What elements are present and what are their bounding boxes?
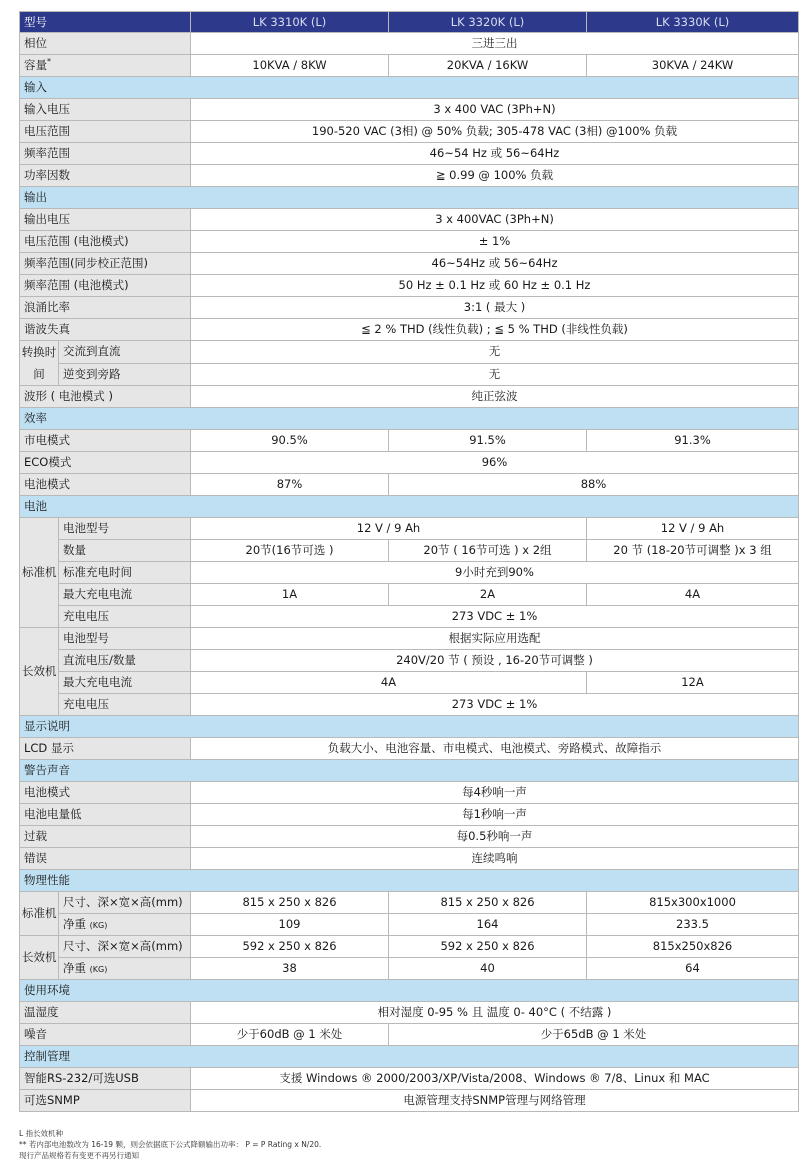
section-control [20, 1046, 799, 1068]
row-value: 815 x 250 x 826 [191, 892, 389, 914]
row-value: 87% [191, 474, 389, 496]
phase-label: 相位 [20, 33, 191, 55]
waveform-row [20, 386, 799, 408]
battery-long-group: 长效机 [20, 628, 59, 716]
row-label: 可选SNMP [20, 1090, 191, 1112]
row-label: 市电模式 [20, 430, 191, 452]
section-title: 输出 [20, 187, 799, 209]
row-value: ≧ 0.99 @ 100% 负载 [191, 165, 799, 187]
capacity-3: 30KVA / 24KW [587, 55, 799, 77]
section-alarm [20, 760, 799, 782]
row-label: 功率因数 [20, 165, 191, 187]
battery-row [20, 628, 799, 650]
row-value: 91.3% [587, 430, 799, 452]
row-label-cell [59, 958, 191, 980]
physical-long-group: 长效机 [20, 936, 59, 980]
battery-row [20, 584, 799, 606]
section-battery [20, 496, 799, 518]
output-row [20, 275, 799, 297]
environment-row [20, 1002, 799, 1024]
row-value: 592 x 250 x 826 [389, 936, 587, 958]
section-title: 物理性能 [20, 870, 799, 892]
row-value: 96% [191, 452, 799, 474]
battery-row [20, 650, 799, 672]
row-label: 逆变到旁路 [59, 363, 191, 386]
row-label: 输出电压 [20, 209, 191, 231]
alarm-row [20, 804, 799, 826]
output-row [20, 209, 799, 231]
row-label: 电池电量低 [20, 804, 191, 826]
alarm-row [20, 848, 799, 870]
row-value: 40 [389, 958, 587, 980]
section-title: 效率 [20, 408, 799, 430]
row-label: 浪涌比率 [20, 297, 191, 319]
model-label: 型号 [20, 12, 191, 33]
row-value: ≦ 2 % THD (线性负载) ; ≦ 5 % THD (非线性负载) [191, 319, 799, 341]
row-label: 净重 [63, 916, 86, 931]
alarm-row [20, 826, 799, 848]
row-value: 9小时充到90% [191, 562, 799, 584]
row-label: 过载 [20, 826, 191, 848]
row-value: 109 [191, 914, 389, 936]
row-label: 频率范围(同步校正范围) [20, 253, 191, 275]
battery-row [20, 672, 799, 694]
output-row [20, 231, 799, 253]
unit-label: (KG) [89, 920, 108, 930]
row-value: 38 [191, 958, 389, 980]
physical-row [20, 892, 799, 914]
row-label: 温湿度 [20, 1002, 191, 1024]
environment-row [20, 1024, 799, 1046]
section-title: 使用环境 [20, 980, 799, 1002]
row-label: 电池型号 [59, 628, 191, 650]
section-title: 电池 [20, 496, 799, 518]
section-display [20, 716, 799, 738]
row-label: ECO模式 [20, 452, 191, 474]
battery-row [20, 540, 799, 562]
row-label: 充电电压 [59, 606, 191, 628]
row-label: 智能RS-232/可选USB [20, 1068, 191, 1090]
capacity-row [20, 55, 799, 77]
footnote: 现行产品规格若有变更不再另行通知 [19, 1151, 139, 1160]
row-label: 最大充电电流 [59, 672, 191, 694]
row-value: 20 节 (18-20节可调整 )x 3 组 [587, 540, 799, 562]
input-row [20, 121, 799, 143]
physical-standard-group: 标准机 [20, 892, 59, 936]
row-value: 12A [587, 672, 799, 694]
row-label: 电压范围 [20, 121, 191, 143]
section-output [20, 187, 799, 209]
row-value: 46~54Hz 或 56~64Hz [191, 253, 799, 275]
control-row [20, 1090, 799, 1112]
alarm-row [20, 782, 799, 804]
row-value: 164 [389, 914, 587, 936]
capacity-mark: * [47, 57, 51, 67]
capacity-2: 20KVA / 16KW [389, 55, 587, 77]
battery-row [20, 562, 799, 584]
battery-row [20, 518, 799, 540]
row-label: 最大充电电流 [59, 584, 191, 606]
row-value: 46~54 Hz 或 56~64Hz [191, 143, 799, 165]
row-value: 240V/20 节 ( 预设 , 16-20节可调整 ) [191, 650, 799, 672]
row-value: 91.5% [389, 430, 587, 452]
model-1: LK 3310K (L) [191, 12, 389, 33]
row-value: 20节(16节可选 ) [191, 540, 389, 562]
row-value: 64 [587, 958, 799, 980]
transfer-group-label: 转换时间 [20, 341, 59, 386]
row-value: 根据实际应用选配 [191, 628, 799, 650]
model-2: LK 3320K (L) [389, 12, 587, 33]
header-row [20, 12, 799, 33]
row-value: 592 x 250 x 826 [191, 936, 389, 958]
row-label: 波形 ( 电池模式 ) [20, 386, 191, 408]
row-value: 纯正弦波 [191, 386, 799, 408]
row-value: 相对湿度 0-95 % 且 温度 0- 40°C ( 不结露 ) [191, 1002, 799, 1024]
row-label: 数量 [59, 540, 191, 562]
row-value: ± 1% [191, 231, 799, 253]
output-row [20, 297, 799, 319]
row-label: 充电电压 [59, 694, 191, 716]
spec-table [19, 11, 799, 1112]
row-value: 连续鸣响 [191, 848, 799, 870]
row-label: 尺寸、深×宽×高(mm) [59, 892, 191, 914]
row-value: 4A [587, 584, 799, 606]
row-label: 尺寸、深×宽×高(mm) [59, 936, 191, 958]
capacity-label-cell [20, 55, 191, 77]
row-value: 4A [191, 672, 587, 694]
row-label: LCD 显示 [20, 738, 191, 760]
phase-value: 三进三出 [191, 33, 799, 55]
physical-row [20, 936, 799, 958]
row-value: 815 x 250 x 826 [389, 892, 587, 914]
row-label: 净重 [63, 960, 86, 975]
row-value: 3:1 ( 最大 ) [191, 297, 799, 319]
row-value: 3 x 400VAC (3Ph+N) [191, 209, 799, 231]
row-label: 直流电压/数量 [59, 650, 191, 672]
row-value: 273 VDC ± 1% [191, 694, 799, 716]
row-label: 电池型号 [59, 518, 191, 540]
input-row [20, 143, 799, 165]
input-row [20, 99, 799, 121]
section-title: 控制管理 [20, 1046, 799, 1068]
transfer-row [20, 363, 799, 386]
output-row [20, 319, 799, 341]
row-value: 支援 Windows ® 2000/2003/XP/Vista/2008、Windows ® 7/8、Linux 和 MAC [191, 1068, 799, 1090]
row-value: 无 [191, 341, 799, 364]
phase-row [20, 33, 799, 55]
row-value: 815x250x826 [587, 936, 799, 958]
row-value: 少于60dB @ 1 米处 [191, 1024, 389, 1046]
row-label: 电池模式 [20, 782, 191, 804]
footnote: ** 若内部电池数改为 16-19 颗，则会依据底下公式降额输出功率： P = P Rating x N/20. [19, 1140, 322, 1149]
input-row [20, 165, 799, 187]
display-row [20, 738, 799, 760]
row-value: 2A [389, 584, 587, 606]
row-value: 50 Hz ± 0.1 Hz 或 60 Hz ± 0.1 Hz [191, 275, 799, 297]
capacity-1: 10KVA / 8KW [191, 55, 389, 77]
row-label: 标准充电时间 [59, 562, 191, 584]
row-label: 频率范围 [20, 143, 191, 165]
row-value: 12 V / 9 Ah [587, 518, 799, 540]
row-label: 输入电压 [20, 99, 191, 121]
efficiency-row [20, 452, 799, 474]
row-label: 频率范围 (电池模式) [20, 275, 191, 297]
section-physical [20, 870, 799, 892]
row-value: 3 x 400 VAC (3Ph+N) [191, 99, 799, 121]
model-3: LK 3330K (L) [587, 12, 799, 33]
row-value: 20节 ( 16节可选 ) x 2组 [389, 540, 587, 562]
section-title: 警告声音 [20, 760, 799, 782]
row-value: 电源管理支持SNMP管理与网络管理 [191, 1090, 799, 1112]
row-value: 负载大小、电池容量、市电模式、电池模式、旁路模式、故障指示 [191, 738, 799, 760]
section-environment [20, 980, 799, 1002]
transfer-row [20, 341, 799, 364]
unit-label: (KG) [89, 964, 108, 974]
row-label: 谐波失真 [20, 319, 191, 341]
row-value: 815x300x1000 [587, 892, 799, 914]
row-label: 噪音 [20, 1024, 191, 1046]
row-label-cell [59, 914, 191, 936]
row-value: 233.5 [587, 914, 799, 936]
output-row [20, 253, 799, 275]
battery-standard-group: 标准机 [20, 518, 59, 628]
row-value: 每1秒响一声 [191, 804, 799, 826]
row-value: 190-520 VAC (3相) @ 50% 负载; 305-478 VAC (3相) @100% 负载 [191, 121, 799, 143]
footnotes [19, 1128, 321, 1161]
capacity-label: 容量 [24, 58, 47, 72]
section-title: 显示说明 [20, 716, 799, 738]
row-label: 错误 [20, 848, 191, 870]
section-title: 输入 [20, 77, 799, 99]
row-value: 每4秒响一声 [191, 782, 799, 804]
row-value: 88% [389, 474, 799, 496]
row-value: 273 VDC ± 1% [191, 606, 799, 628]
section-input [20, 77, 799, 99]
control-row [20, 1068, 799, 1090]
footnote: L 指长效机种 [19, 1129, 64, 1138]
row-label: 交流到直流 [59, 341, 191, 364]
row-label: 电池模式 [20, 474, 191, 496]
battery-row [20, 606, 799, 628]
row-value: 少于65dB @ 1 米处 [389, 1024, 799, 1046]
efficiency-row [20, 474, 799, 496]
physical-row [20, 914, 799, 936]
row-value: 1A [191, 584, 389, 606]
row-value: 无 [191, 363, 799, 386]
row-value: 90.5% [191, 430, 389, 452]
battery-row [20, 694, 799, 716]
section-efficiency [20, 408, 799, 430]
row-value: 每0.5秒响一声 [191, 826, 799, 848]
efficiency-row [20, 430, 799, 452]
physical-row [20, 958, 799, 980]
row-value: 12 V / 9 Ah [191, 518, 587, 540]
row-label: 电压范围 (电池模式) [20, 231, 191, 253]
